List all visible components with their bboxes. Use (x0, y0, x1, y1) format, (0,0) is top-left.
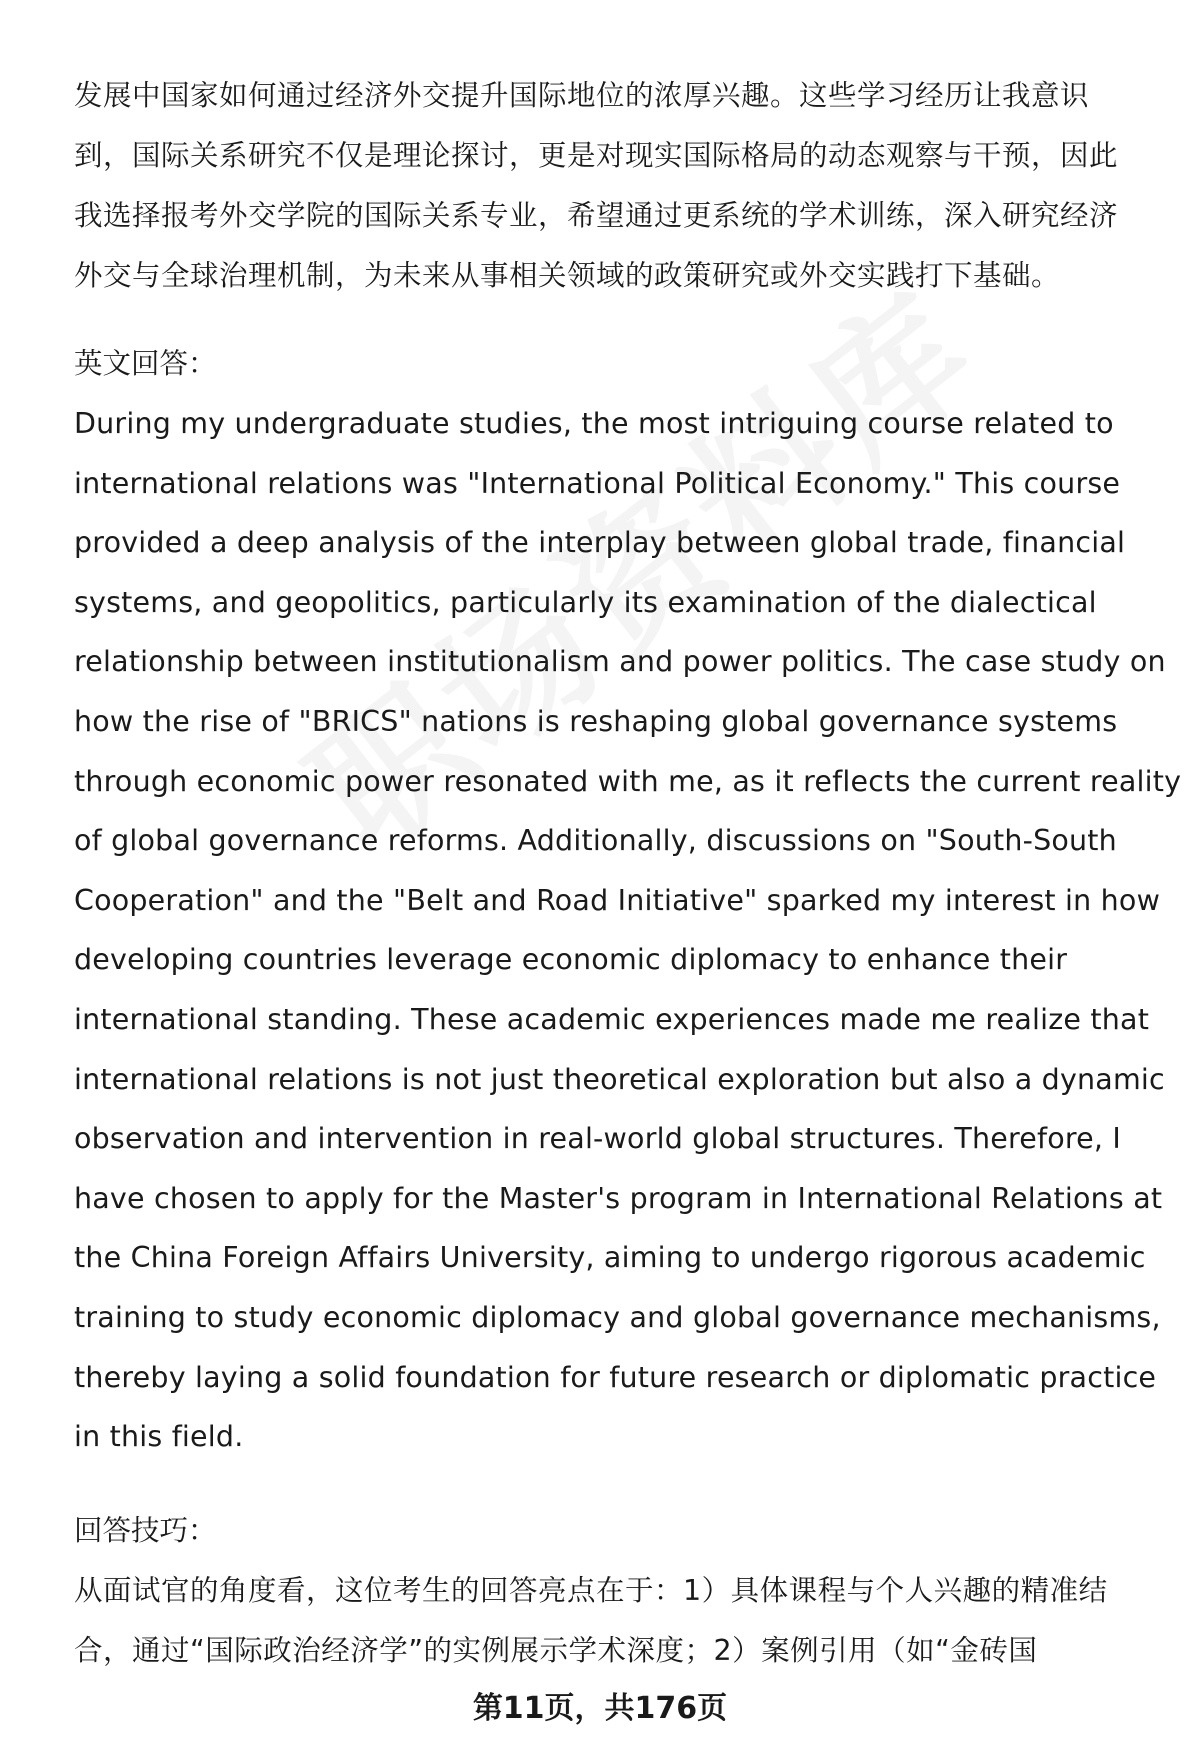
text-line: thereby laying a solid foundation for future research or diplomatic practice (74, 1360, 1157, 1394)
text-line: through economic power resonated with me, as it reflects the current reality (74, 764, 1182, 798)
text-line: 我选择报考外交学院的国际关系专业，希望通过更系统的学术训练，深入研究经济 (74, 199, 1119, 232)
text-line: international relations is not just theoretical exploration but also a dynamic (74, 1062, 1165, 1096)
text-line: the China Foreign Affairs University, aiming to undergo rigorous academic (74, 1241, 1146, 1275)
text-line: developing countries leverage economic diplomacy to enhance their (74, 943, 1068, 977)
text-line: 外交与全球治理机制，为未来从事相关领域的政策研究或外交实践打下基础。 (74, 259, 1061, 292)
text-line: provided a deep analysis of the interplay between global trade, financial (74, 526, 1126, 560)
text-line: training to study economic diplomacy and global governance mechanisms, (74, 1300, 1161, 1334)
page-number-footer: 第11页，共176页 (472, 1691, 728, 1726)
text-line: 合，通过“国际政治经济学”的实例展示学术深度；2）案例引用（如“金砖国 (74, 1633, 1038, 1667)
text-line: have chosen to apply for the Master's program in International Relations at (74, 1181, 1163, 1215)
tips-paragraph (74, 1561, 1154, 1681)
tips-heading: 回答技巧： (74, 1513, 217, 1547)
text-line: During my undergraduate studies, the most intriguing course related to (74, 407, 1114, 440)
text-line: Cooperation" and the "Belt and Road Initiative" sparked my interest in how (74, 883, 1161, 917)
english-answer-paragraph (74, 394, 1182, 1467)
text-line: of global governance reforms. Additionally, discussions on "South-South (74, 824, 1117, 858)
text-line: how the rise of "BRICS" nations is reshaping global governance systems (74, 704, 1118, 738)
intro-chinese-paragraph (74, 66, 1154, 306)
text-line: international standing. These academic experiences made me realize that (74, 1002, 1150, 1036)
text-line: observation and intervention in real-world global structures. Therefore, I (74, 1122, 1122, 1156)
text-line: relationship between institutionalism and power politics. The case study on (74, 645, 1166, 679)
text-line: systems, and geopolitics, particularly its examination of the dialectical (74, 585, 1097, 619)
document-page (74, 66, 1182, 1681)
text-line: 发展中国家如何通过经济外交提升国际地位的浓厚兴趣。这些学习经历让我意识 (74, 79, 1090, 112)
text-line: in this field. (74, 1420, 244, 1454)
text-line: 从面试官的角度看，这位考生的回答亮点在于：1）具体课程与个人兴趣的精准结 (74, 1573, 1108, 1607)
text-line: international relations was "International Political Economy." This course (74, 466, 1121, 500)
text-line: 到，国际关系研究不仅是理论探讨，更是对现实国际格局的动态观察与干预，因此 (74, 139, 1119, 172)
english-answer-heading: 英文回答： (74, 347, 217, 380)
